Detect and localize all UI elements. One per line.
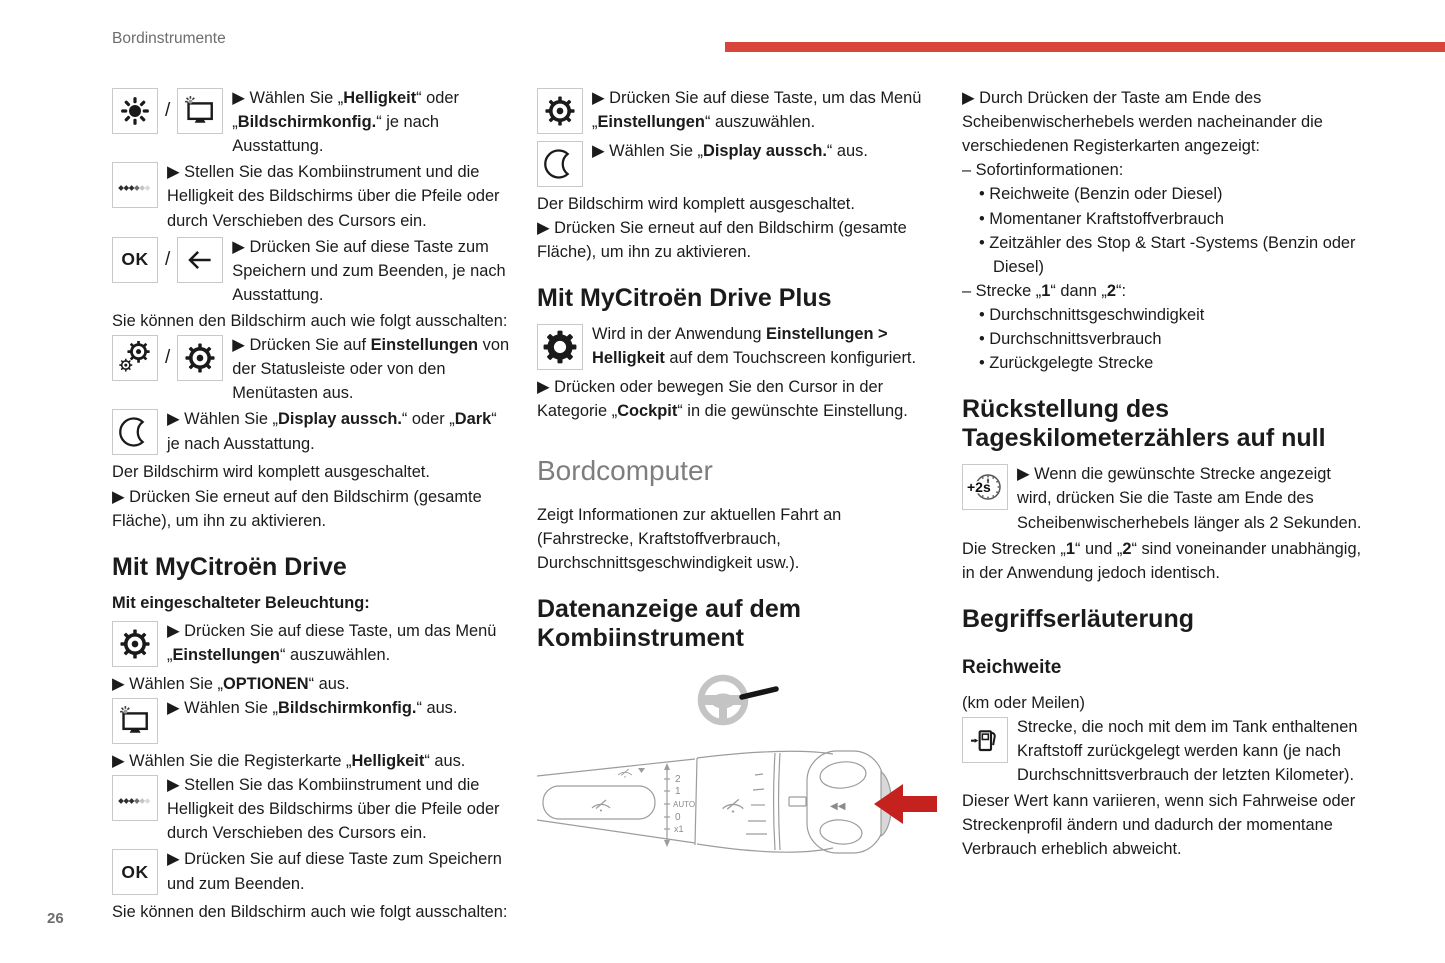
list-item: – Sofortinformationen: — [962, 161, 1124, 180]
svg-text:AUTO: AUTO — [673, 800, 696, 810]
brightness-icon — [112, 88, 158, 134]
list-item: • Durchschnittsverbrauch — [979, 330, 1162, 349]
list-item: • Zeitzähler des Stop & Start -Systems (Benzin oder Diesel) — [979, 233, 1356, 276]
moon-icon — [112, 409, 158, 455]
slash-separator: / — [165, 248, 171, 270]
screen-config-icon — [177, 88, 223, 134]
instruction-cursor — [112, 160, 512, 232]
svg-text:1: 1 — [675, 786, 681, 798]
gear-icon — [112, 621, 158, 667]
ok-button-icon: OK — [112, 849, 158, 895]
instruction-display-off — [537, 139, 937, 190]
instruction-text: ▶ Stellen Sie das Kombiinstrument und die Helligkeit des Bildschirms über die Pfeile oder durch Verschieben des Cursors ein. — [167, 163, 500, 230]
svg-text:2: 2 — [675, 774, 681, 786]
instruction-menu-settings — [537, 86, 937, 137]
list-item: • Momentaner Kraftstoffverbrauch — [979, 209, 1225, 228]
svg-text:x1: x1 — [674, 824, 684, 835]
section-heading: Mit MyCitroën Drive Plus — [537, 284, 832, 313]
paragraph: Der Bildschirm wird komplett ausgeschaltet. — [537, 195, 855, 213]
column-3 — [962, 86, 1362, 862]
instruction-settings — [112, 333, 512, 405]
instruction-menu-settings — [112, 619, 512, 670]
section-heading: Mit MyCitroën Drive — [112, 552, 347, 581]
rewind-symbol: ◀◀ — [830, 801, 846, 813]
instruction-text: ▶ Drücken Sie auf Einstellungen von der Statusleiste oder von den Menütasten aus. — [232, 336, 510, 403]
definition-range — [962, 715, 1362, 787]
instruction-text: ▶ Drücken Sie auf diese Taste zum Speichern und zum Beenden. — [167, 850, 502, 893]
instruction-text: ▶ Wenn die gewünschte Strecke angezeigt wird, drücken Sie die Taste am Ende des Scheibenwischerhebels länger als 2 Sekunden. — [1017, 465, 1362, 532]
gear-icon — [537, 88, 583, 134]
section-heading: Datenanzeige auf dem Kombiinstrument — [537, 595, 801, 653]
section-heading: Rückstellung des Tageskilometerzählers auf null — [962, 395, 1326, 453]
moon-icon — [537, 141, 583, 187]
subsection-heading: Reichweite — [962, 656, 1062, 678]
instruction-ok — [112, 235, 512, 307]
cursor-slider-icon — [112, 162, 158, 208]
instruction-touchscreen — [537, 322, 937, 373]
instruction-ok-save — [112, 847, 512, 898]
fuel-pump-icon — [962, 717, 1008, 763]
paragraph: (km oder Meilen) — [962, 693, 1085, 712]
list-item: • Reichweite (Benzin oder Diesel) — [979, 185, 1223, 204]
paragraph: Die Strecken „1“ und „2“ sind voneinander unabhängig, in der Anwendung jedoch identisch. — [962, 539, 1362, 582]
list-item: • Zurückgelegte Strecke — [979, 354, 1154, 373]
paragraph: Der Bildschirm wird komplett ausgeschaltet. — [112, 463, 430, 482]
instruction-text: ▶ Wählen Sie „Bildschirmkonfig.“ aus. — [167, 698, 458, 717]
instruction-reset-trip — [962, 462, 1362, 534]
paragraph: Sie können den Bildschirm auch wie folgt ausschalten: — [112, 903, 508, 922]
steering-wheel-icon — [695, 671, 937, 736]
page-number: 26 — [47, 910, 64, 927]
instruction-display-off — [112, 407, 512, 458]
paragraph: ▶ Wählen Sie die Registerkarte „Helligkeit“ aus. — [112, 751, 466, 770]
paragraph: ▶ Durch Drücken der Taste am Ende des Scheibenwischerhebels werden nacheinander die verschiedenen Registerkarten angezeigt: — [962, 89, 1323, 156]
sub-lead: Mit eingeschalteter Beleuchtung: — [112, 593, 370, 612]
list-item: – Strecke „1“ dann „2“: — [962, 281, 1127, 300]
svg-text:0: 0 — [675, 812, 681, 824]
instruction-text: ▶ Wählen Sie „Helligkeit“ oder „Bildschirmkonfig.“ je nach Ausstattung. — [232, 89, 459, 156]
paragraph: ▶ Drücken Sie erneut auf den Bildschirm (gesamte Fläche), um ihn zu aktivieren. — [112, 487, 482, 530]
paragraph: ▶ Drücken Sie erneut auf den Bildschirm (gesamte Fläche), um ihn zu aktivieren. — [537, 219, 907, 262]
paragraph: ▶ Wählen Sie „OPTIONEN“ aus. — [112, 674, 350, 693]
definition-text: Strecke, die noch mit dem im Tank enthaltenen Kraftstoff zurückgelegt werden kann (je nach Durchschnittsverbrauch der letzten Kilometer). — [1017, 717, 1358, 785]
slash-separator: / — [165, 347, 171, 369]
paragraph: ▶ Drücken oder bewegen Sie den Cursor in der Kategorie „Cockpit“ in die gewünschte Einstellung. — [537, 378, 908, 421]
instruction-screenconfig — [112, 696, 512, 747]
chapter-heading: Bordcomputer — [537, 454, 713, 486]
back-arrow-icon — [177, 237, 223, 283]
slash-separator: / — [165, 100, 171, 122]
running-header: Bordinstrumente — [112, 30, 226, 47]
paragraph: Dieser Wert kann variieren, wenn sich Fahrweise oder Streckenprofil ändern und dadurch der momentane Verbrauch erheblich abweicht. — [962, 792, 1356, 859]
column-1 — [112, 86, 512, 925]
cursor-slider-icon — [112, 775, 158, 821]
section-heading: Begriffserläuterung — [962, 604, 1194, 633]
accent-bar — [725, 42, 1445, 52]
ok-button-icon: OK — [112, 237, 158, 283]
paragraph: Sie können den Bildschirm auch wie folgt ausschalten: — [112, 311, 508, 330]
settings-statusbar-icon — [112, 335, 158, 381]
paragraph: Zeigt Informationen zur aktuellen Fahrt an (Fahrstrecke, Kraftstoffverbrauch, Durchschnittsgeschwindigkeit usw.). — [537, 505, 842, 572]
svg-text:+2s: +2s — [967, 479, 991, 496]
instruction-text: ▶ Drücken Sie auf diese Taste zum Speichern und zum Beenden, je nach Ausstattung. — [232, 237, 506, 304]
instruction-text: ▶ Drücken Sie auf diese Taste, um das Menü „Einstellungen“ auszuwählen. — [592, 89, 922, 132]
column-2 — [537, 86, 937, 881]
gear-icon — [177, 335, 223, 381]
press-2s-clock-icon — [962, 464, 1008, 510]
stalk-drawing — [537, 746, 937, 874]
instruction-text: Wird in der Anwendung Einstellungen > Helligkeit auf dem Touchscreen konfiguriert. — [592, 325, 917, 368]
instruction-brightness — [112, 86, 512, 158]
instruction-text: ▶ Stellen Sie das Kombiinstrument und die Helligkeit des Bildschirms über die Pfeile oder durch Verschieben des Cursors ein. — [167, 776, 500, 843]
list-item: • Durchschnittsgeschwindigkeit — [979, 305, 1205, 324]
wiper-stalk-illustration — [537, 671, 937, 881]
instruction-cursor — [112, 773, 512, 845]
instruction-text: ▶ Wählen Sie „Display aussch.“ aus. — [592, 142, 868, 160]
instruction-text: ▶ Drücken Sie auf diese Taste, um das Menü „Einstellungen“ auszuwählen. — [167, 621, 497, 664]
instruction-text: ▶ Wählen Sie „Display aussch.“ oder „Dark“ je nach Ausstattung. — [167, 410, 497, 453]
screen-config-icon — [112, 698, 158, 744]
gear-bold-icon — [537, 324, 583, 370]
